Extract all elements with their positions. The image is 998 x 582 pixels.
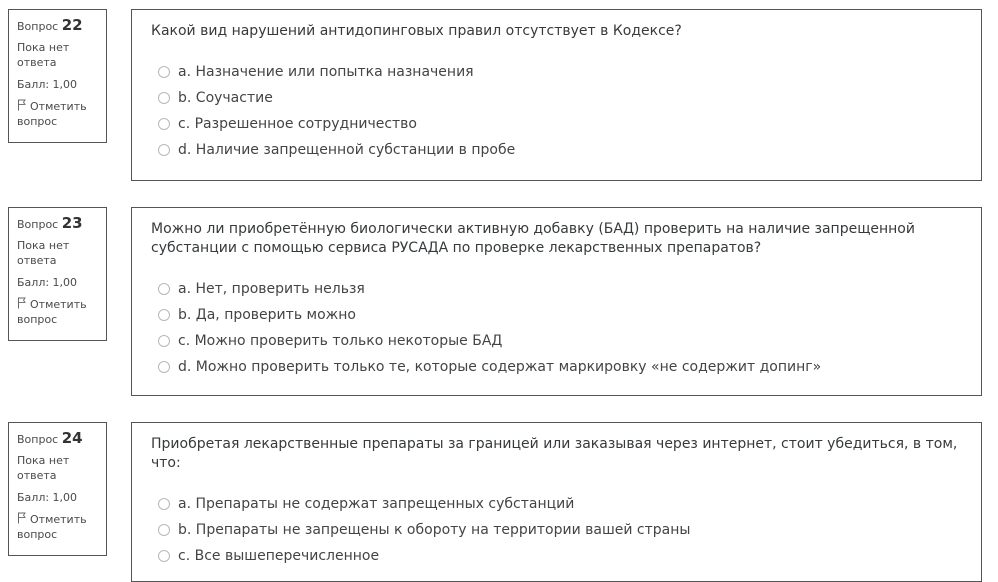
flag-label: Отметить вопрос <box>17 100 87 128</box>
radio-button[interactable] <box>158 309 170 321</box>
answer-list <box>151 59 962 163</box>
answer-label[interactable]: b. Соучастие <box>178 90 273 106</box>
answer-label[interactable]: b. Препараты не запрещены к обороту на территории вашей страны <box>178 522 691 538</box>
question-label: Вопрос <box>17 218 59 231</box>
question-content-22 <box>131 9 982 181</box>
question-number-line <box>17 214 106 234</box>
answer-option[interactable] <box>151 354 962 380</box>
answer-label[interactable]: d. Наличие запрещенной субстанции в пробе <box>178 142 516 158</box>
radio-button[interactable] <box>158 335 170 347</box>
flag-icon <box>17 99 27 111</box>
question-info-22 <box>8 9 107 143</box>
question-grade: Балл: 1,00 <box>17 78 78 91</box>
question-state: Пока нет ответа <box>17 239 70 267</box>
question-info-23 <box>8 207 107 341</box>
answer-option[interactable] <box>151 543 962 569</box>
radio-button[interactable] <box>158 118 170 130</box>
answer-option[interactable] <box>151 59 962 85</box>
answer-option[interactable] <box>151 276 962 302</box>
answer-option[interactable] <box>151 491 962 517</box>
answer-option[interactable] <box>151 328 962 354</box>
question-number: 23 <box>61 214 83 232</box>
answer-list <box>151 491 962 569</box>
flag-question-link[interactable] <box>17 512 106 542</box>
flag-icon <box>17 297 27 309</box>
flag-icon <box>17 512 27 524</box>
question-number: 24 <box>61 429 83 447</box>
question-content-24 <box>131 422 982 582</box>
answer-label[interactable]: a. Нет, проверить нельзя <box>178 281 365 297</box>
answer-label[interactable]: c. Все вышеперечисленное <box>178 548 380 564</box>
radio-button[interactable] <box>158 66 170 78</box>
answer-option[interactable] <box>151 302 962 328</box>
question-info-24 <box>8 422 107 556</box>
question-text: Можно ли приобретённую биологически активную добавку (БАД) проверить на наличие запрещенной субстанции с помощью сервиса РУСАДА по проверке лекарственных препаратов? <box>151 221 915 256</box>
answer-option[interactable] <box>151 517 962 543</box>
question-number-line <box>17 429 106 449</box>
question-label: Вопрос <box>17 20 59 33</box>
answer-option[interactable] <box>151 137 962 163</box>
answer-label[interactable]: a. Назначение или попытка назначения <box>178 64 474 80</box>
answer-label[interactable]: b. Да, проверить можно <box>178 307 356 323</box>
question-content-23 <box>131 207 982 396</box>
flag-question-link[interactable] <box>17 297 106 327</box>
radio-button[interactable] <box>158 144 170 156</box>
radio-button[interactable] <box>158 361 170 373</box>
answer-label[interactable]: c. Разрешенное сотрудничество <box>178 116 417 132</box>
radio-button[interactable] <box>158 524 170 536</box>
answer-list <box>151 276 962 380</box>
question-number-line <box>17 16 106 36</box>
question-number: 22 <box>61 16 83 34</box>
question-state: Пока нет ответа <box>17 454 70 482</box>
radio-button[interactable] <box>158 92 170 104</box>
question-grade: Балл: 1,00 <box>17 276 78 289</box>
answer-option[interactable] <box>151 111 962 137</box>
answer-label[interactable]: a. Препараты не содержат запрещенных субстанций <box>178 496 575 512</box>
radio-button[interactable] <box>158 550 170 562</box>
flag-question-link[interactable] <box>17 99 106 129</box>
answer-option[interactable] <box>151 85 962 111</box>
question-text: Какой вид нарушений антидопинговых правил отсутствует в Кодексе? <box>151 23 682 39</box>
answer-label[interactable]: d. Можно проверить только те, которые содержат маркировку «не содержит допинг» <box>178 359 822 375</box>
question-label: Вопрос <box>17 433 59 446</box>
answer-label[interactable]: c. Можно проверить только некоторые БАД <box>178 333 503 349</box>
radio-button[interactable] <box>158 498 170 510</box>
question-text: Приобретая лекарственные препараты за границей или заказывая через интернет, стоит убедиться, в том, что: <box>151 436 958 471</box>
flag-label: Отметить вопрос <box>17 513 87 541</box>
question-state: Пока нет ответа <box>17 41 70 69</box>
flag-label: Отметить вопрос <box>17 298 87 326</box>
question-grade: Балл: 1,00 <box>17 491 78 504</box>
radio-button[interactable] <box>158 283 170 295</box>
